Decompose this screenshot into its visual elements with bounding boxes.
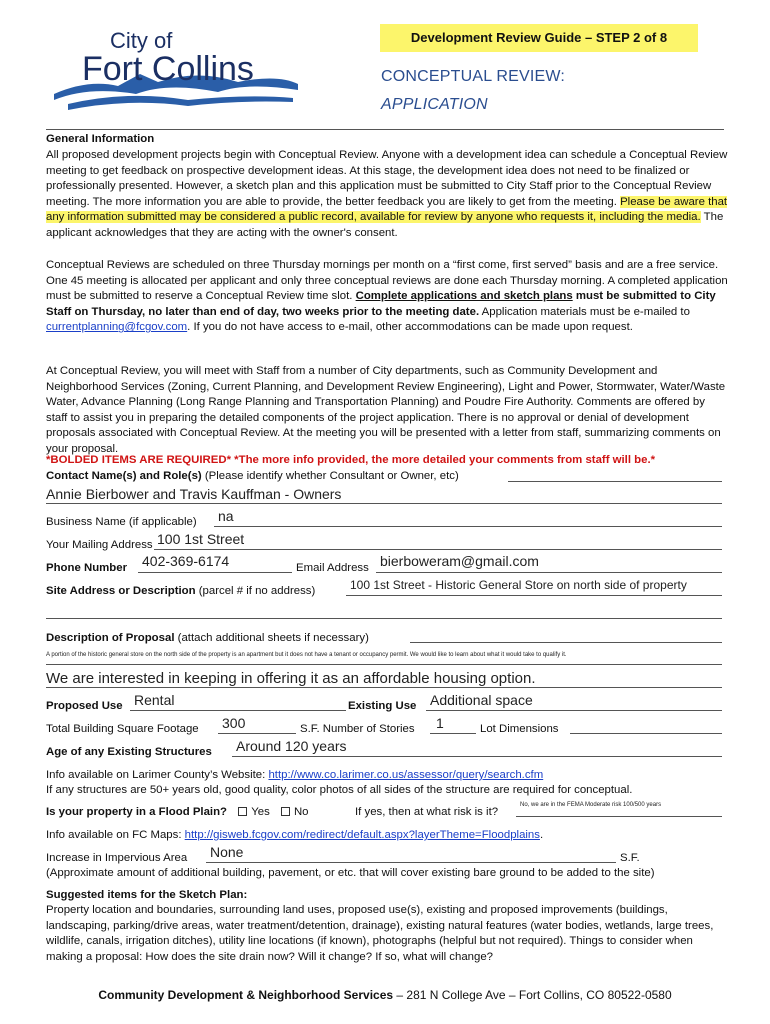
impervious-unit: S.F. — [620, 852, 640, 864]
business-value[interactable]: na — [218, 508, 234, 524]
flood-label: Is your property in a Flood Plain? — [46, 806, 228, 818]
risk-label: If yes, then at what risk is it? — [355, 806, 499, 818]
site-label-row: Site Address or Description (parcel # if no address) — [46, 585, 316, 597]
site-line-2 — [46, 618, 722, 619]
city-logo — [48, 24, 308, 114]
email-label: Email Address — [296, 562, 369, 574]
flood-yes-checkbox[interactable] — [238, 807, 247, 816]
business-label: Business Name (if applicable) — [46, 516, 197, 528]
lot-line — [570, 733, 722, 734]
mailing-line — [154, 549, 722, 550]
email-link[interactable]: currentplanning@fcgov.com — [46, 321, 188, 334]
step-banner: Development Review Guide – STEP 2 of 8 — [380, 24, 698, 52]
footer — [0, 988, 770, 1002]
existing-line — [426, 710, 722, 711]
page-subtitle: APPLICATION — [381, 96, 488, 113]
phone-value[interactable]: 402-369-6174 — [142, 553, 230, 569]
age-value[interactable]: Around 120 years — [236, 738, 347, 754]
email-line — [376, 572, 722, 573]
sketch-text: Property location and boundaries, surrounding land uses, proposed use(s), existing and proposed improvements (buildings, landscaping, parking/drive areas, water treatment/detention, drainage), existing natural features (water bodies, wetlands, large trees, wildlife, canals, irrigation ditches), utility line locations (if known), photographs (helpful but not required). Things to consider when making a proposal: How does the site drain now? Will it change? If so, what will change? — [46, 904, 714, 963]
proposed-line — [130, 710, 346, 711]
impervious-note: (Approximate amount of additional building, pavement, or etc. that will cover existing bare ground to be added to the site) — [46, 867, 655, 879]
stories-value[interactable]: 1 — [436, 715, 444, 731]
required-notice: *BOLDED ITEMS ARE REQUIRED* *The more info provided, the more detailed your comments from staff will be.* — [46, 454, 656, 466]
desc-line-2 — [46, 664, 722, 665]
site-line-1 — [346, 595, 722, 596]
contact-line-2 — [46, 503, 722, 504]
risk-line — [516, 816, 722, 817]
contact-value[interactable]: Annie Bierbower and Travis Kauffman - Owners — [46, 486, 342, 502]
larimer-link[interactable]: http://www.co.larimer.co.us/assessor/query/search.cfm — [268, 769, 544, 781]
risk-value[interactable]: No, we are in the FEMA Moderate risk 100/500 years — [520, 802, 662, 808]
sqft-value[interactable]: 300 — [222, 715, 246, 731]
flood-no-checkbox[interactable] — [281, 807, 290, 816]
desc-label-row: Description of Proposal (attach additional sheets if necessary) — [46, 632, 369, 644]
phone-line — [138, 572, 292, 573]
desc-value-1[interactable]: A portion of the historic general store on the north side of the property is an apartment but it does not have a tenant or occupancy permit. We would like to learn about what it would take to qualify it. — [46, 652, 567, 658]
mailing-label: Your Mailing Address — [46, 539, 153, 551]
header-divider — [46, 129, 724, 130]
proposed-label: Proposed Use — [46, 700, 123, 712]
stories-label: S.F. Number of Stories — [300, 723, 415, 735]
fcmaps-row: Info available on FC Maps: http://gisweb.fcgov.com/redirect/default.aspx?layerTheme=Floodplains. — [46, 829, 544, 841]
general-heading: General Information — [46, 133, 155, 145]
desc-value-2[interactable]: We are interested in keeping in offering it as an affordable housing option. — [46, 670, 536, 687]
business-line — [214, 526, 722, 527]
sqft-line — [218, 733, 296, 734]
footer-org: Community Development & Neighborhood Services — [98, 988, 394, 1002]
sketch-heading: Suggested items for the Sketch Plan: — [46, 889, 248, 901]
existing-value[interactable]: Additional space — [430, 692, 533, 708]
age-line — [232, 756, 722, 757]
impervious-label: Increase in Impervious Area — [46, 852, 188, 864]
impervious-line — [206, 862, 616, 863]
sqft-label: Total Building Square Footage — [46, 723, 199, 735]
page-title: CONCEPTUAL REVIEW: — [381, 68, 566, 85]
existing-label: Existing Use — [348, 700, 417, 712]
general-paragraph-1: All proposed development projects begin with Conceptual Review. Anyone with a development idea can schedule a Conceptual Review meeting to get feedback on prospective development ideas. At this stage, the development idea does not need to be finalized or professionally presented. However, a sketch plan and this application must be submitted to City Staff prior to the Conceptual Review meeting. The more information you are able to provide, the better feedback you are likely to get from the meeting. Please be aware that any information submitted may be considered a public record, available for review by anyone who requests it, including the media. The applicant acknowledges that they are acting with the owner's consent. — [46, 149, 728, 239]
general-paragraph-3: At Conceptual Review, you will meet with Staff from a number of City departments, such as Community Development and Neighborhood Services (Zoning, Current Planning, and Development Review Engineering), Light and Power, Stormwater, Water/Waste Water, Advance Planning (Long Range Planning and Transportation Planning) and Poudre Fire Authority. Comments are offered by staff to assist you in preparing the detailed components of the project application. There is no approval or denial of development proposals associated with Conceptual Review. At the meeting you will be presented with a letter from staff, summarizing comments on your proposal. — [46, 365, 726, 455]
impervious-value[interactable]: None — [210, 844, 244, 860]
general-paragraph-2: Conceptual Reviews are scheduled on three Thursday mornings per month on a “first come, first served” basis and are a free service. One 45 meeting is allocated per applicant and only three conceptual reviews are done each Thursday morning. A completed application must be submitted to reserve a Conceptual Review time slot. Complete applications and sketch plans must be submitted to City Staff on Thursday, no later than end of day, two weeks prior to the meeting date. Application materials must be e-mailed to currentplanning@fcgov.com. If you do not have access to e-mail, other accommodations can be made upon request. — [46, 259, 728, 334]
flood-row: Is your property in a Flood Plain? Yes No — [46, 806, 309, 818]
contact-line-1 — [508, 481, 722, 482]
lot-label: Lot Dimensions — [480, 723, 559, 735]
mailing-value[interactable]: 100 1st Street — [157, 531, 245, 547]
public-record-notice: Please be aware that any information submitted may be considered a public record, available for review by anyone who requests it, including the media. — [46, 195, 728, 224]
logo-line2: Fort Collins — [82, 50, 254, 88]
photos-note: If any structures are 50+ years old, good quality, color photos of all sides of the structure are required for conceptual. — [46, 784, 633, 796]
desc-line-1 — [410, 642, 722, 643]
desc-line-3 — [46, 687, 722, 688]
phone-label: Phone Number — [46, 562, 128, 574]
fcmaps-link[interactable]: http://gisweb.fcgov.com/redirect/default.aspx?layerTheme=Floodplains — [184, 829, 540, 841]
logo-line1: City of — [110, 28, 173, 53]
footer-address: – 281 N College Ave – Fort Collins, CO 80522-0580 — [393, 988, 672, 1002]
site-value[interactable]: 100 1st Street - Historic General Store on north side of property — [350, 578, 687, 592]
proposed-value[interactable]: Rental — [134, 692, 175, 708]
email-value[interactable]: bierboweram@gmail.com — [380, 553, 539, 569]
age-label: Age of any Existing Structures — [46, 746, 212, 758]
contact-label-row: Contact Name(s) and Role(s) (Please identify whether Consultant or Owner, etc) — [46, 470, 459, 482]
stories-line — [430, 733, 476, 734]
larimer-row: Info available on Larimer County’s Website: http://www.co.larimer.co.us/assessor/query/search.cfm — [46, 769, 544, 781]
